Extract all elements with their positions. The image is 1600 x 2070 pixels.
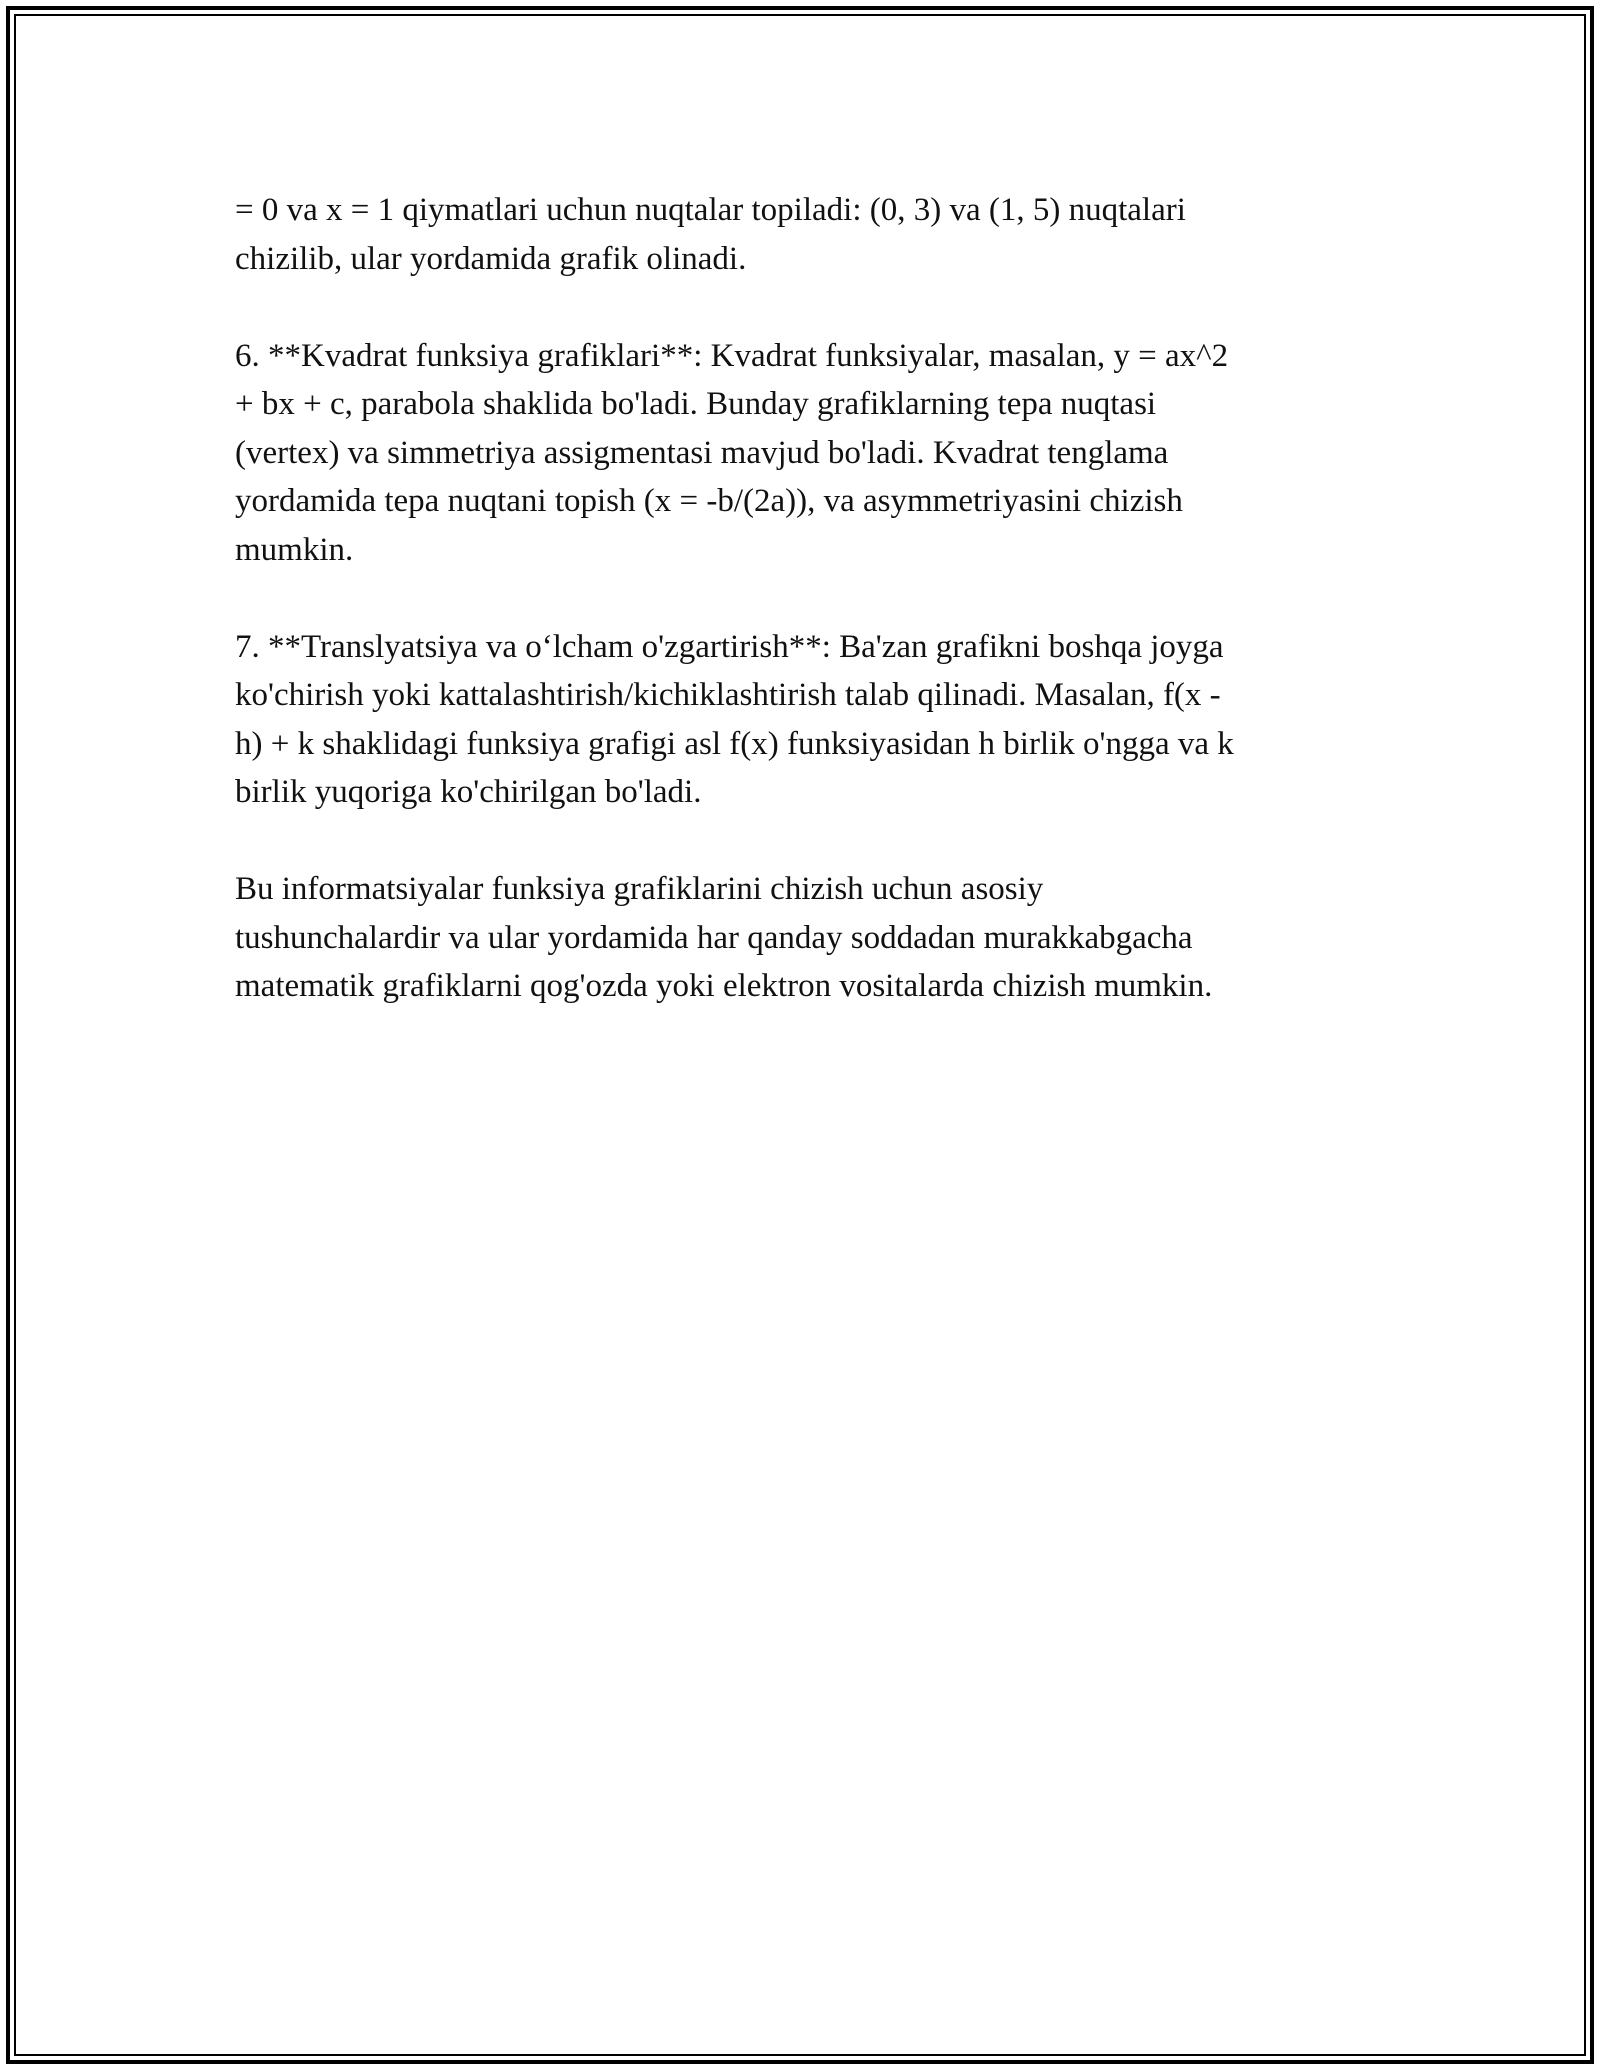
paragraph-translation-scaling — [235, 623, 1355, 817]
text-line: h) + k shaklidagi funksiya grafigi asl f(x) funksiyasidan h birlik o'ngga va k — [235, 725, 1234, 762]
paragraph-conclusion — [235, 865, 1355, 1011]
text-line: (vertex) va simmetriya assigmentasi mavjud bo'ladi. Kvadrat tenglama — [235, 434, 1169, 471]
text-line: 6. **Kvadrat funksiya grafiklari**: Kvadrat funksiyalar, masalan, y = ax^2 — [235, 337, 1229, 374]
text-line: + bx + c, parabola shaklida bo'ladi. Bunday grafiklarning tepa nuqtasi — [235, 386, 1157, 422]
text-line: 7. **Translyatsiya va o‘lcham o'zgartirish**: Ba'zan grafikni boshqa joyga — [235, 628, 1224, 665]
text-line: ko'chirish yoki kattalashtirish/kichiklashtirish talab qilinadi. Masalan, f(x - — [235, 677, 1221, 713]
paragraph-continuation — [235, 186, 1355, 283]
paragraph-quadratic-graphs — [235, 332, 1355, 575]
text-line: chizilib, ular yordamida grafik olinadi. — [235, 240, 747, 277]
page-content — [235, 186, 1355, 1059]
text-line: Bu informatsiyalar funksiya grafiklarini chizish uchun asosiy — [235, 871, 1044, 907]
text-line: = 0 va x = 1 qiymatlari uchun nuqtalar topiladi: (0, 3) va (1, 5) nuqtalari — [235, 192, 1186, 228]
text-line: yordamida tepa nuqtani topish (x = -b/(2a)), va asymmetriyasini chizish — [235, 483, 1183, 519]
text-line: mumkin. — [235, 531, 354, 568]
text-line: tushunchalardir va ular yordamida har qanday soddadan murakkabgacha — [235, 919, 1193, 956]
text-line: birlik yuqoriga ko'chirilgan bo'ladi. — [235, 774, 702, 810]
text-line: matematik grafiklarni qog'ozda yoki elektron vositalarda chizish mumkin. — [235, 968, 1213, 1004]
